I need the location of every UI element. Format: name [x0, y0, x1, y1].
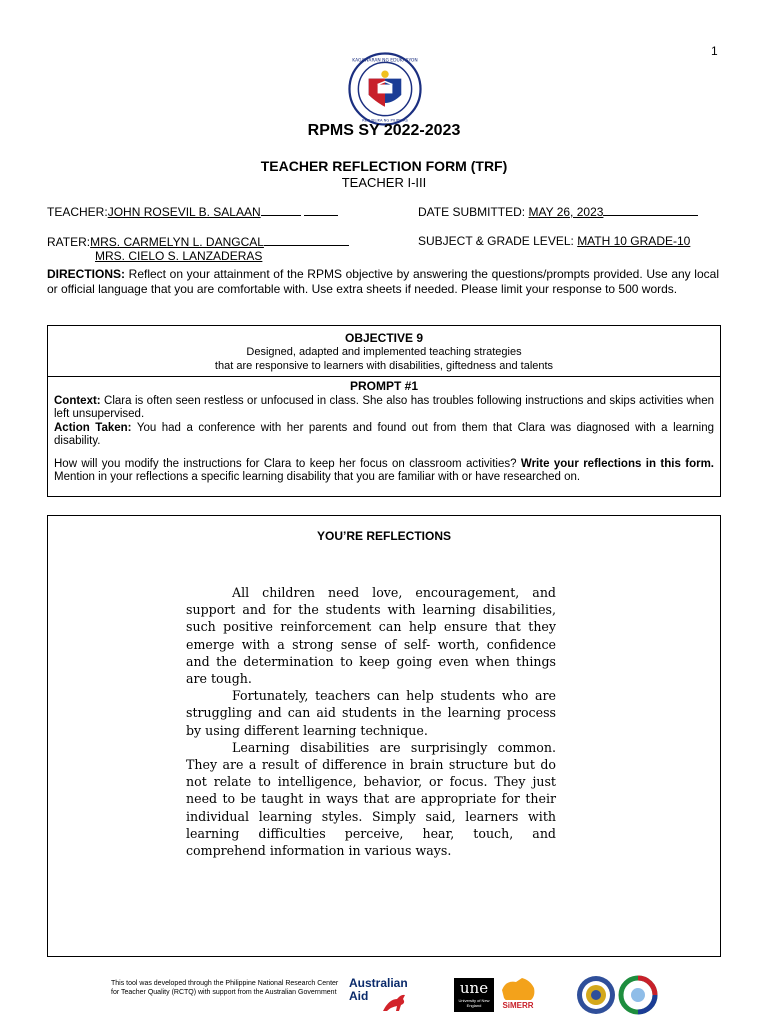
- teacher-field: [47, 204, 338, 219]
- seal-bottom-text: REPUBLIKA NG PILIPINAS: [362, 118, 408, 123]
- une-text: une: [459, 979, 489, 997]
- objective-header: [48, 326, 720, 377]
- action-text: You had a conference with her parents and found out from them that Clara was diagnosed with a learning disability.: [54, 421, 714, 447]
- subject-label: SUBJECT & GRADE LEVEL:: [418, 234, 574, 248]
- australian-aid-logo: [349, 977, 429, 1013]
- teacher-label: TEACHER:: [47, 205, 108, 219]
- rater-field-2: [95, 249, 262, 263]
- date-underline: [603, 204, 698, 216]
- reflection-paragraph: Fortunately, teachers can help students who are struggling and can aid students in the learning process by using different learning technique.: [186, 688, 556, 738]
- simerr-logo: [498, 976, 538, 1012]
- footer-note: This tool was developed through the Philippine National Research Center for Teacher Quality (RCTQ) with support from the Australian Government: [111, 980, 339, 996]
- directions-text: Reflect on your attainment of the RPMS objective by answering the questions/prompts provided. Use any local or official language that you are comfortable with. Use extra sheets if needed. Please limit your response to 500 words.: [47, 267, 719, 296]
- reflection-box: [47, 515, 721, 957]
- simerr-text: SiMERR: [502, 1001, 534, 1010]
- prompt-action: [54, 422, 714, 449]
- question-bold: Write your reflections in this form.: [520, 457, 715, 470]
- teacher-value: JOHN ROSEVIL B. SALAAN: [107, 205, 261, 219]
- une-logo: [454, 978, 494, 1012]
- context-text: Clara is often seen restless or unfocused in class. She also has troubles following instructions and skips activities when left unsupervised.: [54, 394, 714, 420]
- subject-field: [418, 234, 690, 248]
- subject-value: MATH 10 GRADE-10: [577, 234, 691, 248]
- rctq-logo: [618, 975, 658, 1015]
- objective-title: OBJECTIVE 9: [344, 331, 424, 345]
- action-label: Action Taken:: [54, 421, 132, 434]
- reflection-text: [186, 584, 556, 859]
- seal-top-text: KAGAWARAN NG EDUKASYON: [352, 58, 418, 64]
- rater-field: [47, 234, 349, 249]
- university-seal-logo: [576, 975, 616, 1015]
- form-subtitle: TEACHER I-III: [341, 175, 427, 190]
- reflection-title: YOU’RE REFLECTIONS: [316, 529, 451, 543]
- reflection-paragraph: All children need love, encouragement, and support and for the students with learning disabilities, such positive reinforcement can help ensure that they emerge with a strong sense of self- worth, confidence and the determination to keep going even when things are tough.: [186, 585, 556, 687]
- question-text: How will you modify the instructions for Clara to keep her focus on classroom activities?: [54, 457, 521, 470]
- australia-map-icon: [498, 976, 538, 1012]
- directions: [47, 267, 719, 297]
- page-title: RPMS SY 2022-2023: [307, 122, 461, 139]
- rater-underline: [264, 234, 349, 246]
- form-title: TEACHER REFLECTION FORM (TRF): [260, 158, 508, 174]
- prompt-title: PROMPT #1: [349, 379, 418, 393]
- kangaroo-icon: [379, 991, 409, 1013]
- aus-aid-line-2: Aid: [349, 989, 369, 1003]
- aus-aid-line-1: Australian: [349, 976, 408, 990]
- reflection-paragraph: Learning disabilities are surprisingly common. They are a result of difference in brain structure but do not relate to intelligence, behavior, or focus. They just need to be taught in ways that are appropriate for their individual learning styles. Simply said, learners with learning difficulties perceive, hear, touch, and comprehend information in various ways.: [186, 739, 556, 859]
- prompt-area: [48, 377, 720, 485]
- deped-seal-icon: [348, 52, 422, 126]
- directions-label: DIRECTIONS:: [47, 267, 125, 281]
- page-number: 1: [711, 44, 718, 58]
- objective-line-1: Designed, adapted and implemented teaching strategies: [246, 346, 522, 358]
- prompt-context: [54, 395, 714, 422]
- prompt-question: [54, 458, 714, 485]
- rater-value-2: MRS. CIELO S. LANZADERAS: [95, 249, 263, 263]
- rater-value-1: MRS. CARMELYN L. DANGCAL: [90, 235, 264, 249]
- question-tail: Mention in your reflections a specific learning disability that you are familiar with or have researched on.: [54, 471, 581, 483]
- context-label: Context:: [54, 394, 101, 407]
- date-label: DATE SUBMITTED:: [418, 205, 526, 219]
- date-value: MAY 26, 2023: [528, 205, 604, 219]
- une-subtext: University of New England: [458, 998, 490, 1008]
- rater-label: RATER:: [47, 235, 91, 249]
- objective-box: [47, 325, 721, 497]
- date-field: [418, 204, 698, 219]
- teacher-underline: [261, 204, 301, 216]
- objective-line-2: that are responsive to learners with disabilities, giftedness and talents: [214, 360, 554, 372]
- teacher-underline-2: [304, 204, 338, 216]
